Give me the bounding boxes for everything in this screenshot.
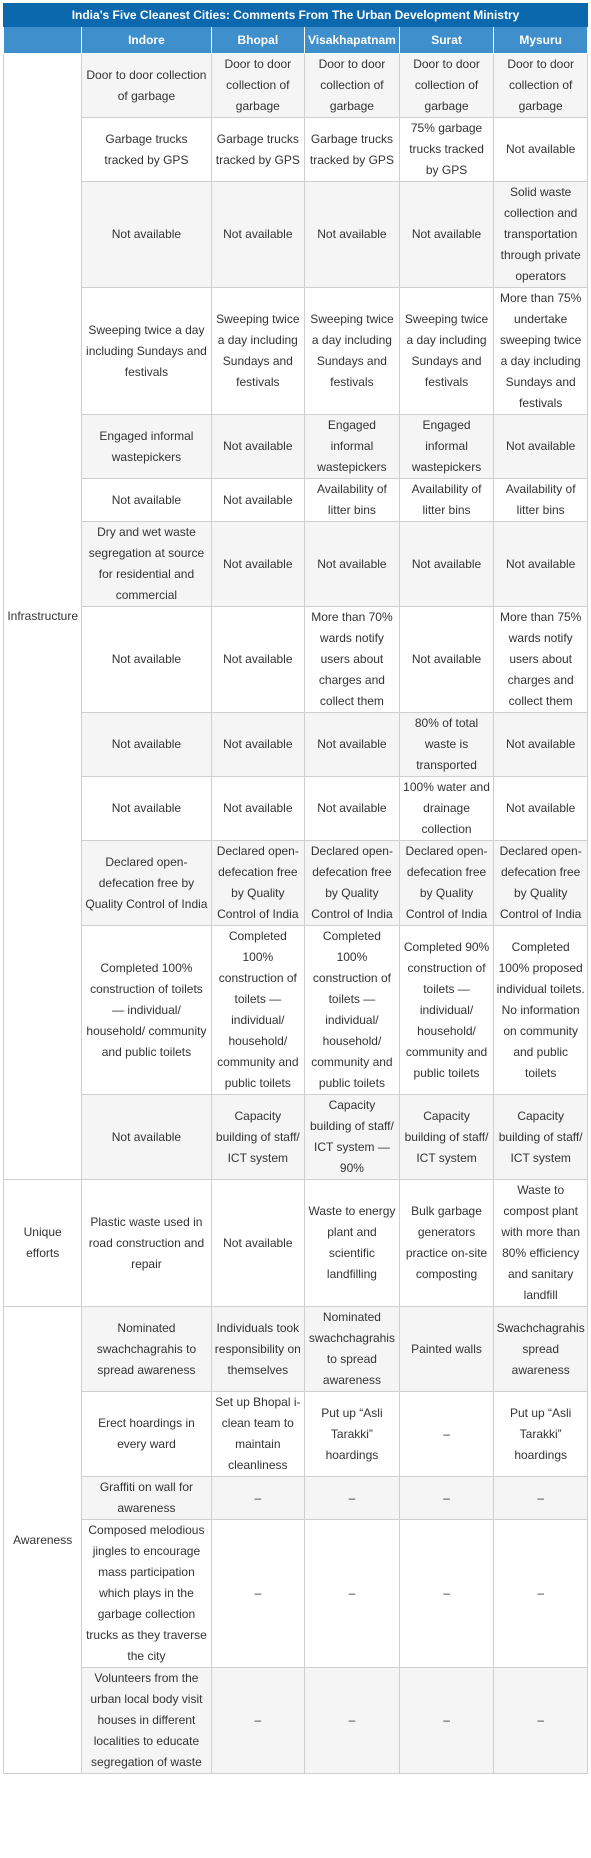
table-cell: –	[399, 1392, 494, 1477]
table-cell: Not available	[211, 479, 305, 522]
table-cell: Not available	[211, 1180, 305, 1307]
table-cell: Declared open-defecation free by Quality Control of India	[399, 841, 494, 926]
table-cell: Plastic waste used in road construction and repair	[82, 1180, 211, 1307]
table-cell: Declared open-defecation free by Quality Control of India	[82, 841, 211, 926]
table-cell: Availability of litter bins	[494, 479, 588, 522]
table-cell: Not available	[305, 522, 400, 607]
table-cell: –	[211, 1668, 305, 1774]
table-cell: Not available	[82, 1095, 211, 1180]
column-header-mysuru: Mysuru	[494, 27, 588, 54]
table-cell: Capacity building of staff/ ICT system	[399, 1095, 494, 1180]
table-cell: Declared open-defecation free by Quality Control of India	[305, 841, 400, 926]
table-cell: Capacity building of staff/ ICT system	[211, 1095, 305, 1180]
table-cell: Completed 90% construction of toilets — individual/ household/ community and public toilets	[399, 926, 494, 1095]
table-cell: Capacity building of staff/ ICT system — 90%	[305, 1095, 400, 1180]
table-cell: Not available	[399, 182, 494, 288]
table-cell: Not available	[82, 777, 211, 841]
table-cell: 75% garbage trucks tracked by GPS	[399, 118, 494, 182]
table-cell: Not available	[211, 607, 305, 713]
table-cell: Not available	[211, 777, 305, 841]
table-cell: Not available	[494, 415, 588, 479]
section-label: Infrastructure	[4, 54, 82, 1180]
table-cell: Composed melodious jingles to encourage mass participation which plays in the garbage collection trucks as they traverse the city	[82, 1520, 211, 1668]
table-cell: Not available	[399, 522, 494, 607]
table-cell: –	[494, 1477, 588, 1520]
table-cell: –	[211, 1520, 305, 1668]
table-cell: Dry and wet waste segregation at source for residential and commercial	[82, 522, 211, 607]
table-cell: More than 70% wards notify users about charges and collect them	[305, 607, 400, 713]
table-cell: Sweeping twice a day including Sundays and festivals	[399, 288, 494, 415]
table-cell: Door to door collection of garbage	[305, 54, 400, 118]
table-row	[4, 777, 588, 841]
table-row	[4, 1180, 588, 1307]
cleanest-cities-table	[3, 3, 588, 1774]
table-cell: Not available	[305, 182, 400, 288]
table-cell: Completed 100% construction of toilets — individual/ household/ community and public toilets	[211, 926, 305, 1095]
table-cell: Declared open-defecation free by Quality Control of India	[211, 841, 305, 926]
table-row	[4, 1095, 588, 1180]
table-row	[4, 288, 588, 415]
table-cell: –	[305, 1668, 400, 1774]
table-row	[4, 1520, 588, 1668]
table-cell: Availability of litter bins	[305, 479, 400, 522]
table-cell: Nominated swachchagrahis to spread awareness	[305, 1307, 400, 1392]
table-row	[4, 522, 588, 607]
table-cell: Individuals took responsibility on themselves	[211, 1307, 305, 1392]
table-cell: More than 75% wards notify users about charges and collect them	[494, 607, 588, 713]
table-cell: Availability of litter bins	[399, 479, 494, 522]
table-cell: Completed 100% construction of toilets — individual/ household/ community and public toilets	[82, 926, 211, 1095]
table-cell: Erect hoardings in every ward	[82, 1392, 211, 1477]
table-cell: –	[494, 1668, 588, 1774]
table-cell: –	[399, 1668, 494, 1774]
table-cell: Door to door collection of garbage	[399, 54, 494, 118]
table-row	[4, 607, 588, 713]
table-row	[4, 118, 588, 182]
table-cell: Engaged informal wastepickers	[399, 415, 494, 479]
table-title: India's Five Cleanest Cities: Comments From The Urban Development Ministry	[4, 4, 588, 27]
table-cell: Not available	[305, 713, 400, 777]
table-row	[4, 54, 588, 118]
table-cell: Not available	[494, 713, 588, 777]
table-row	[4, 1392, 588, 1477]
header-corner	[4, 27, 82, 54]
column-header-bhopal: Bhopal	[211, 27, 305, 54]
table-cell: Not available	[82, 607, 211, 713]
table-cell: Garbage trucks tracked by GPS	[305, 118, 400, 182]
table-cell: Volunteers from the urban local body visit houses in different localities to educate segregation of waste	[82, 1668, 211, 1774]
table-cell: Put up “Asli Tarakki” hoardings	[494, 1392, 588, 1477]
table-cell: –	[211, 1477, 305, 1520]
column-header-indore: Indore	[82, 27, 211, 54]
table-cell: Not available	[211, 522, 305, 607]
header-row	[4, 27, 588, 54]
table-cell: Not available	[305, 777, 400, 841]
table-cell: Waste to energy plant and scientific landfilling	[305, 1180, 400, 1307]
table-cell: Door to door collection of garbage	[82, 54, 211, 118]
table-cell: Waste to compost plant with more than 80% efficiency and sanitary landfill	[494, 1180, 588, 1307]
column-header-visakhapatnam: Visakhapatnam	[305, 27, 400, 54]
table-cell: Sweeping twice a day including Sundays and festivals	[211, 288, 305, 415]
table-cell: Not available	[211, 182, 305, 288]
table-cell: –	[399, 1520, 494, 1668]
table-row	[4, 479, 588, 522]
table-row	[4, 926, 588, 1095]
table-cell: Completed 100% construction of toilets — individual/ household/ community and public toilets	[305, 926, 400, 1095]
table-cell: Not available	[82, 479, 211, 522]
table-row	[4, 841, 588, 926]
table-cell: Bulk garbage generators practice on-site composting	[399, 1180, 494, 1307]
table-cell: Nominated swachchagrahis to spread awareness	[82, 1307, 211, 1392]
table-row	[4, 1307, 588, 1392]
table-cell: Graffiti on wall for awareness	[82, 1477, 211, 1520]
table-cell: Sweeping twice a day including Sundays and festivals	[305, 288, 400, 415]
table-cell: Door to door collection of garbage	[494, 54, 588, 118]
table-cell: Door to door collection of garbage	[211, 54, 305, 118]
column-header-surat: Surat	[399, 27, 494, 54]
table-cell: Capacity building of staff/ ICT system	[494, 1095, 588, 1180]
table-cell: 100% water and drainage collection	[399, 777, 494, 841]
table-cell: Garbage trucks tracked by GPS	[211, 118, 305, 182]
table-cell: Not available	[211, 713, 305, 777]
table-cell: 80% of total waste is transported	[399, 713, 494, 777]
table-row	[4, 713, 588, 777]
table-cell: Put up “Asli Tarakki” hoardings	[305, 1392, 400, 1477]
table-cell: Engaged informal wastepickers	[82, 415, 211, 479]
table-row	[4, 182, 588, 288]
table-cell: More than 75% undertake sweeping twice a day including Sundays and festivals	[494, 288, 588, 415]
table-cell: Not available	[82, 713, 211, 777]
table-row	[4, 1477, 588, 1520]
table-row	[4, 415, 588, 479]
table-cell: –	[494, 1520, 588, 1668]
table-cell: Set up Bhopal i-clean team to maintain cleanliness	[211, 1392, 305, 1477]
table-cell: –	[305, 1520, 400, 1668]
table-cell: Not available	[82, 182, 211, 288]
table-cell: Garbage trucks tracked by GPS	[82, 118, 211, 182]
table-cell: –	[399, 1477, 494, 1520]
table-cell: Swachchagrahis spread awareness	[494, 1307, 588, 1392]
table-cell: Completed 100% proposed individual toilets. No information on community and public toilets	[494, 926, 588, 1095]
table-cell: Not available	[494, 118, 588, 182]
table-cell: Not available	[399, 607, 494, 713]
table-cell: Not available	[494, 522, 588, 607]
table-cell: Painted walls	[399, 1307, 494, 1392]
table-cell: Not available	[211, 415, 305, 479]
table-cell: Not available	[494, 777, 588, 841]
table-cell: –	[305, 1477, 400, 1520]
table-cell: Engaged informal wastepickers	[305, 415, 400, 479]
table-cell: Solid waste collection and transportation through private operators	[494, 182, 588, 288]
table-cell: Sweeping twice a day including Sundays and festivals	[82, 288, 211, 415]
table-row	[4, 1668, 588, 1774]
section-label: Unique efforts	[4, 1180, 82, 1307]
section-label: Awareness	[4, 1307, 82, 1774]
table-cell: Declared open-defecation free by Quality Control of India	[494, 841, 588, 926]
